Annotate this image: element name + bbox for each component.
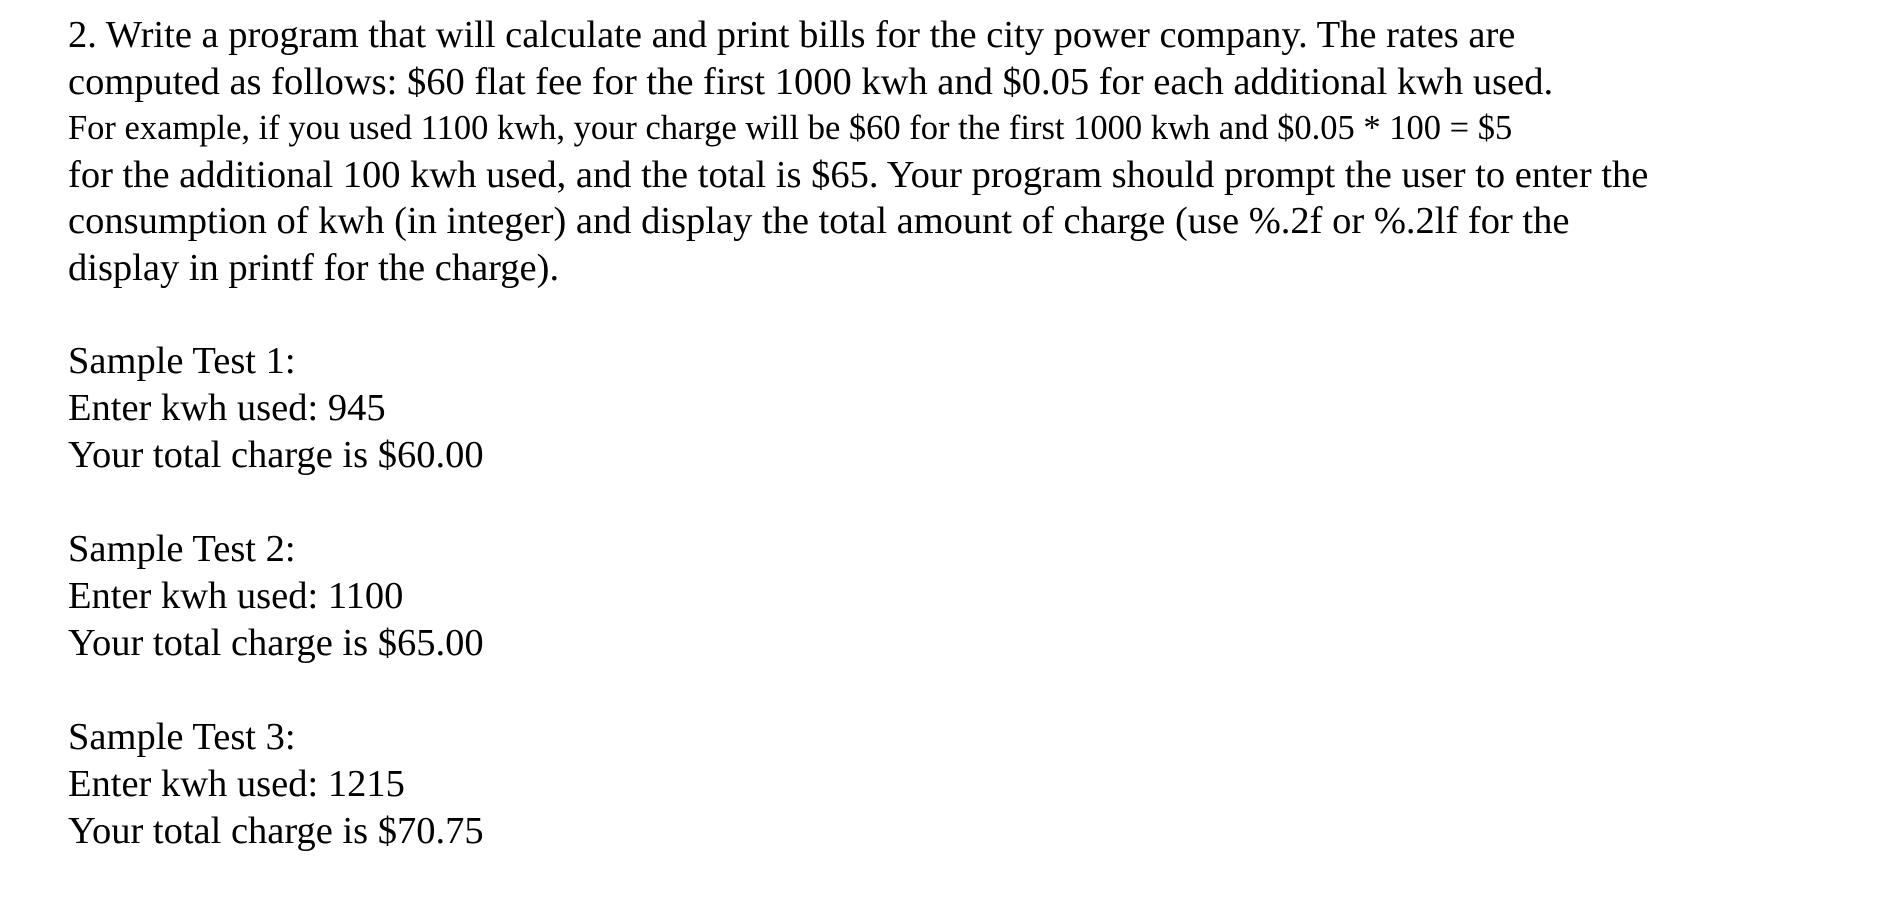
sample-output: Your total charge is $65.00 bbox=[68, 622, 484, 664]
sample-test-1 bbox=[68, 338, 1768, 479]
sample-input: Enter kwh used: 1215 bbox=[68, 763, 405, 805]
sample-tests bbox=[68, 338, 1768, 855]
problem-line-3: For example, if you used 1100 kwh, your charge will be $60 for the first 1000 kwh and $0.05 * 100 = $5 bbox=[68, 109, 1513, 147]
document-page bbox=[68, 12, 1768, 902]
problem-statement bbox=[68, 12, 1768, 291]
sample-output: Your total charge is $60.00 bbox=[68, 434, 484, 476]
sample-title: Sample Test 2: bbox=[68, 528, 296, 570]
sample-title: Sample Test 1: bbox=[68, 340, 296, 382]
problem-line-1: 2. Write a program that will calculate and print bills for the city power company. The rates are bbox=[68, 14, 1516, 56]
sample-output: Your total charge is $70.75 bbox=[68, 810, 484, 852]
problem-line-5: consumption of kwh (in integer) and display the total amount of charge (use %.2f or %.2lf for the bbox=[68, 200, 1570, 242]
sample-input: Enter kwh used: 945 bbox=[68, 387, 386, 429]
sample-input: Enter kwh used: 1100 bbox=[68, 575, 404, 617]
problem-line-2: computed as follows: $60 flat fee for the first 1000 kwh and $0.05 for each additional kwh used. bbox=[68, 60, 1554, 103]
problem-line-6: display in printf for the charge). bbox=[68, 246, 560, 289]
sample-title: Sample Test 3: bbox=[68, 716, 296, 758]
problem-line-4: for the additional 100 kwh used, and the total is $65. Your program should prompt the user to enter the bbox=[68, 153, 1649, 196]
sample-test-3 bbox=[68, 714, 1768, 855]
sample-test-2 bbox=[68, 526, 1768, 667]
